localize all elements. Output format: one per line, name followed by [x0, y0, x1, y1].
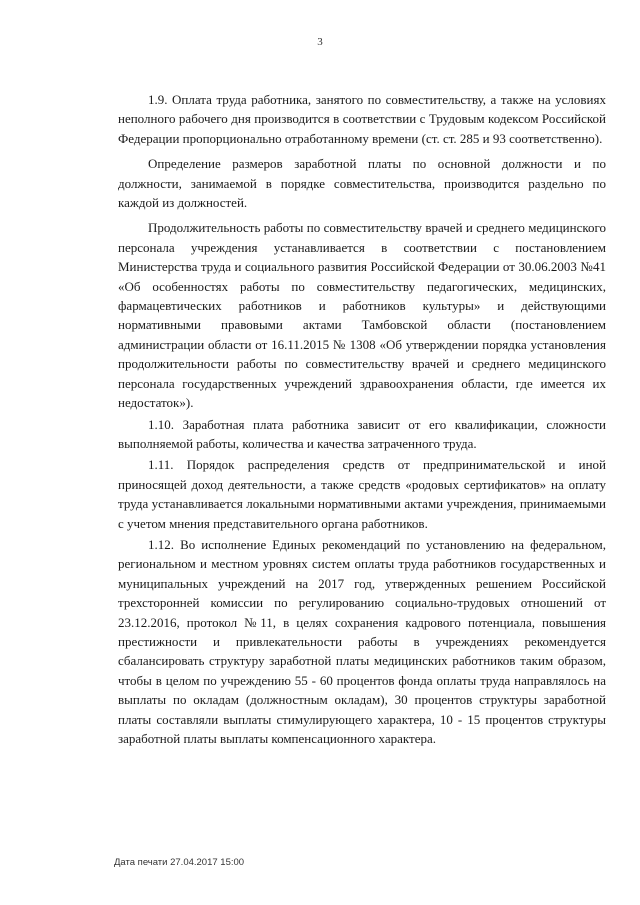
page-number: 3 [317, 36, 323, 48]
paragraph-1-11: 1.11. Порядок распределения средств от предпринимательской и иной приносящей доход деятельности, а также средств «родовых сертификатов» на оплату труда устанавливается локальными нормативными актами учреждения, принимаемыми с учетом мнения представительного органа работников. [118, 457, 606, 531]
paragraph-work-duration: Продолжительность работы по совместительству врачей и среднего медицинского персонала учреждения устанавливается в соответствии с постановлением Министерства труда и социального развития Российской Федерации от 30.06.2003 №41 «Об особенностях работы по совместительству педагогических, медицинских, фармацевтических работников и работников культуры» и действующими нормативными правовыми актами Тамбовской области (постановлением администрации области от 16.11.2015 № 1308 «Об утверждении порядка установления продолжительности работы по совместительству врачей и среднего медицинского персонала государственных учреждений здравоохранения области, где имеется их недостаток»). [118, 220, 606, 411]
paragraph-salary-determination: Определение размеров заработной платы по основной должности и по должности, занимаемой в порядке совместительства, производится раздельно по каждой из должностей. [118, 156, 606, 211]
paragraph-1-12: 1.12. Во исполнение Единых рекомендаций по установлению на федеральном, региональном и местном уровнях систем оплаты труда работников государственных и муниципальных учреждений на 2017 год, утвержденных решением Российской трехсторонней комиссии по регулированию социально-трудовых отношений от 23.12.2016, протокол №11, в целях сохранения кадрового потенциала, повышения престижности и привлекательности работы в учреждениях рекомендуется сбалансировать структуру заработной платы медицинских работников таким образом, чтобы в целом по учреждению 55 - 60 процентов фонда оплаты труда направлялось на выплаты по окладам (должностным окладам), 30 процентов структуры заработной платы составляли выплаты стимулирующего характера, 10 - 15 процентов структуры заработной платы выплаты компенсационного характера. [118, 536, 606, 746]
print-date-footer: Дата печати 27.04.2017 15:00 [114, 857, 245, 868]
paragraph-1-10: 1.10. Заработная плата работника зависит от его квалификации, сложности выполняемой работы, количества и качества затраченного труда. [118, 416, 606, 451]
document-body [118, 90, 606, 748]
paragraph-1-9: 1.9. Оплата труда работника, занятого по совместительству, а также на условиях неполного рабочего дня производится в соответствии с Трудовым кодексом Российской Федерации пропорционально отработанному времени (ст. ст. 285 и 93 соответственно). [118, 92, 606, 146]
